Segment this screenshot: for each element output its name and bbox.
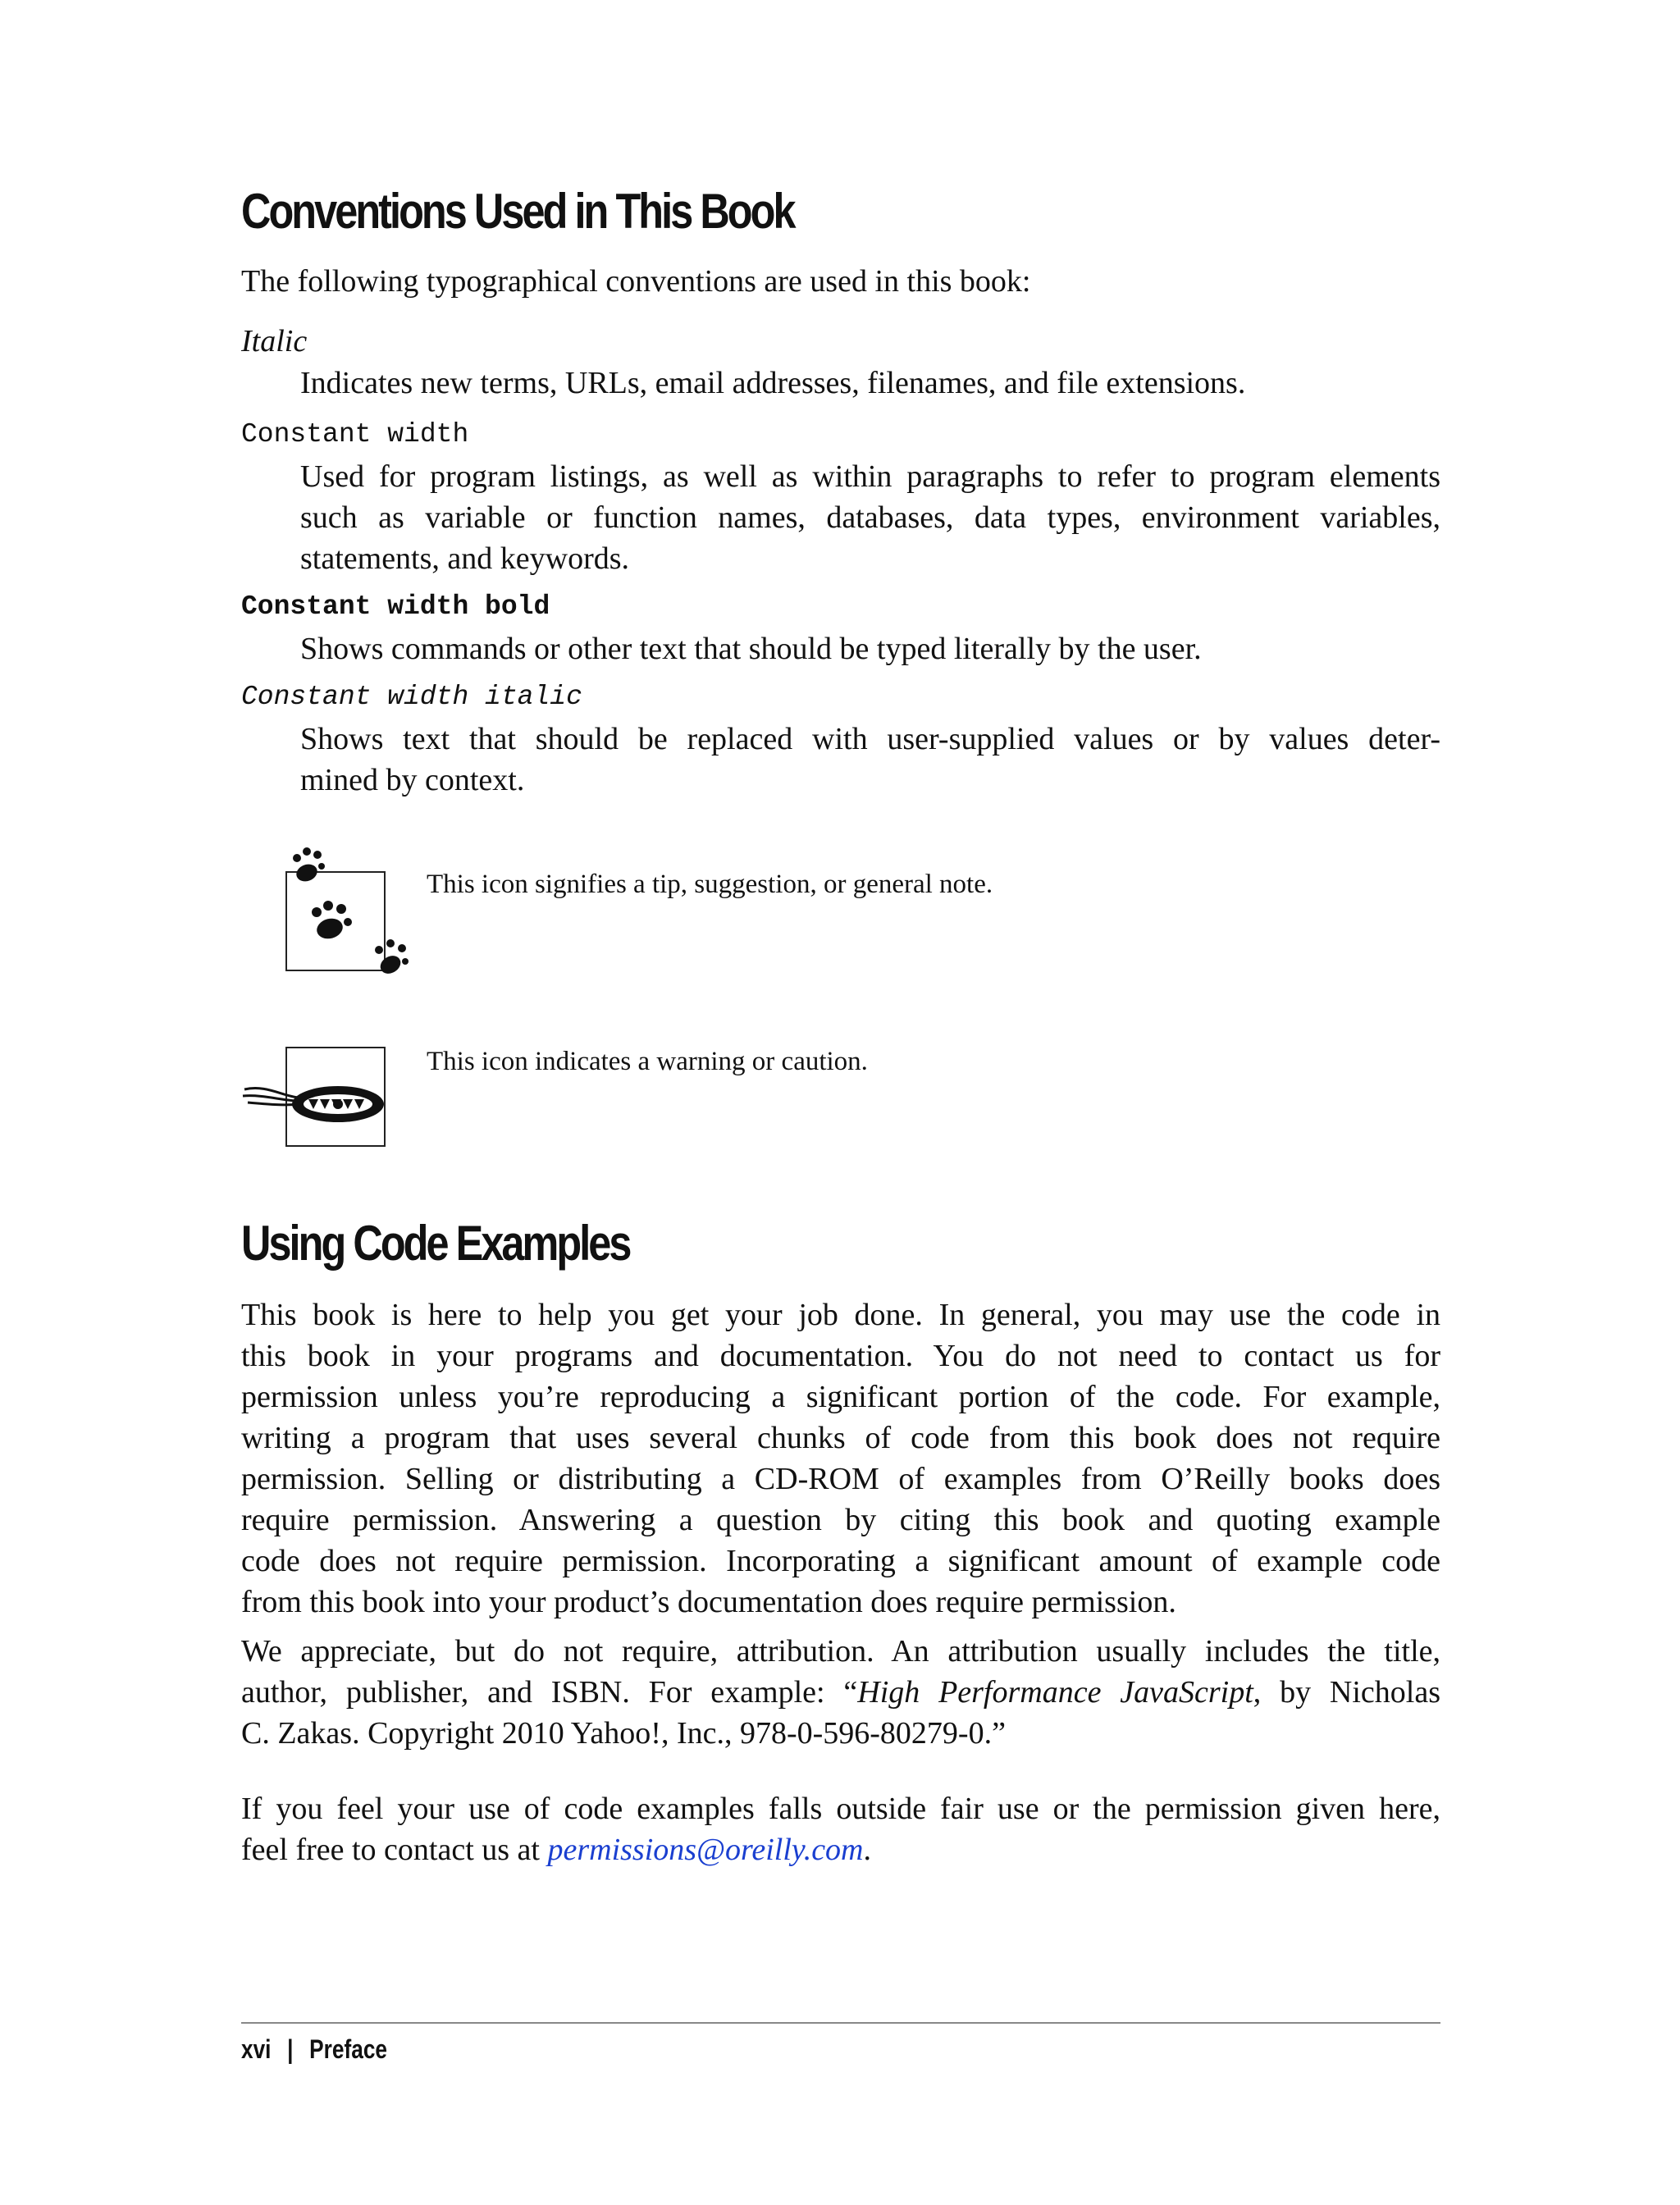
desc-italic [300,363,1440,404]
code-examples-para-1 [241,1294,1440,1623]
para-line: C. Zakas. Copyright 2010 Yahoo!, Inc., 978-0-596-80279-0.” [241,1716,1006,1751]
tip-note-text: This icon signifies a tip, suggestion, or general note. [427,870,993,899]
para-line: We appreciate, but do not require, attribution. An attribution usually includes the title, [241,1634,1440,1669]
footer-section: Preface [309,2034,388,2064]
para-line [241,1672,1440,1713]
desc-constant-width-italic [300,719,1440,801]
desc-line: Indicates new terms, URLs, email addresses, filenames, and file extensions. [300,366,1246,400]
paw-prints-icon [274,840,422,988]
warning-note-text: This icon indicates a warning or caution. [427,1047,868,1076]
book-title: High Performance JavaScript [857,1675,1253,1710]
term-constant-width-italic: Constant width italic [241,682,582,712]
code-examples-para-2 [241,1631,1440,1754]
para-line: This book is here to help you get your job done. In general, you may use the code in [241,1298,1440,1332]
desc-line: mined by context. [300,763,525,797]
section-heading-conventions: Conventions Used in This Book [241,184,794,239]
para-text: . [863,1833,871,1867]
term-italic: Italic [241,324,308,358]
para-line: require permission. Answering a question by citing this book and quoting example [241,1503,1440,1537]
desc-line: statements, and keywords. [300,541,630,576]
section-heading-code-examples: Using Code Examples [241,1216,630,1271]
bear-trap-icon [241,1063,397,1142]
page-footer [241,2034,387,2065]
para-text: , by Nicholas [1253,1675,1440,1710]
desc-line: Shows commands or other text that should be typed literally by the user. [300,632,1202,666]
desc-constant-width [300,456,1440,579]
para-line: permission unless you’re reproducing a significant portion of the code. For example, [241,1380,1440,1414]
book-page [241,0,1440,2205]
para-line: If you feel your use of code examples falls outside fair use or the permission given here, [241,1792,1440,1826]
code-examples-para-3 [241,1788,1440,1870]
conventions-intro: The following typographical conventions are used in this book: [241,264,1031,299]
para-line: code does not require permission. Incorporating a significant amount of example code [241,1544,1440,1578]
para-line [241,1829,1440,1870]
permissions-email-link[interactable]: permissions@oreilly.com [547,1833,864,1867]
para-line: writing a program that uses several chunks of code from this book does not require [241,1421,1440,1455]
para-line: this book in your programs and documentation. You do not need to contact us for [241,1339,1440,1373]
para-text: feel free to contact us at [241,1833,548,1867]
desc-constant-width-bold [300,628,1440,669]
para-line: permission. Selling or distributing a CD-ROM of examples from O’Reilly books does [241,1462,1440,1496]
para-text: author, publisher, and ISBN. For example: “ [241,1675,858,1710]
page-number: xvi [241,2034,272,2064]
desc-line: Used for program listings, as well as within paragraphs to refer to program elements [300,459,1440,494]
desc-line: such as variable or function names, databases, data types, environment variables, [300,500,1440,535]
term-constant-width: Constant width [241,419,469,450]
footer-rule [241,2022,1440,2024]
term-constant-width-bold: Constant width bold [241,591,550,622]
footer-separator: | [287,2034,294,2064]
desc-line: Shows text that should be replaced with user-supplied values or by values deter- [300,722,1440,756]
para-line: from this book into your product’s documentation does require permission. [241,1585,1176,1619]
